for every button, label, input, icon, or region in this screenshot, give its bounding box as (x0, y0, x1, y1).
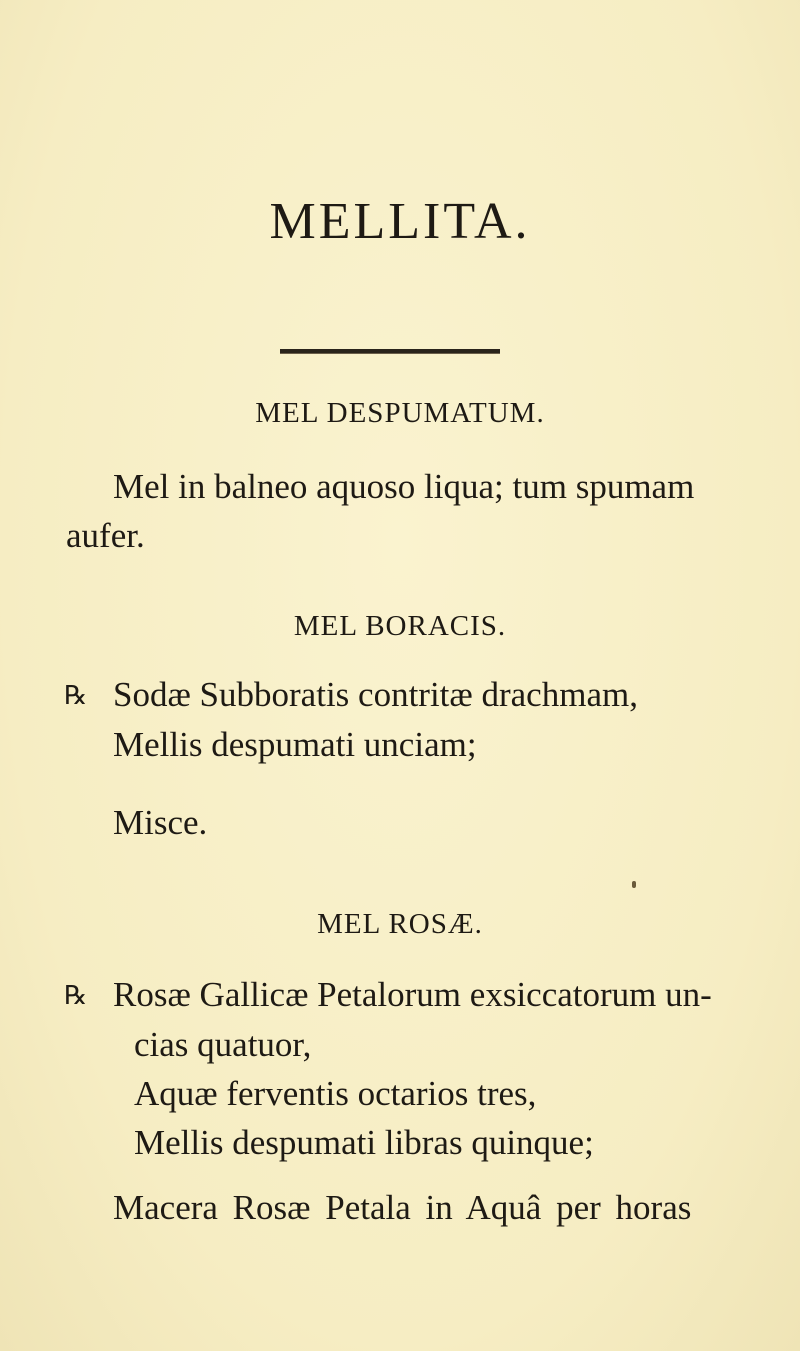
text-line: Macera Rosæ Petala in Aquâ per horas (113, 1188, 692, 1227)
text-line: Mel in balneo aquoso liqua; tum spumam (113, 467, 695, 506)
recipe-symbol: ℞ (64, 681, 88, 710)
text-line: cias quatuor, (134, 1025, 312, 1064)
page-title: MELLITA. (269, 193, 531, 250)
text-line: Misce. (113, 803, 208, 842)
text-line: Rosæ Gallicæ Petalorum exsiccatorum un- (113, 975, 712, 1014)
text-line: Aquæ ferventis octarios tres, (134, 1074, 537, 1113)
paper-speck (632, 881, 636, 888)
text-line: Mellis despumati libras quinque; (134, 1123, 594, 1162)
section-heading-mel-boracis: MEL BORACIS. (293, 610, 507, 642)
section-heading-mel-despumatum: MEL DESPUMATUM. (255, 397, 545, 429)
title-rule (280, 349, 500, 354)
text-line: aufer. (66, 516, 145, 555)
text-line: Sodæ Subboratis contritæ drachmam, (113, 675, 638, 714)
section-heading-mel-rosae: MEL ROSÆ. (317, 908, 483, 940)
recipe-symbol: ℞ (64, 981, 88, 1010)
text-line: Mellis despumati unciam; (113, 725, 477, 764)
